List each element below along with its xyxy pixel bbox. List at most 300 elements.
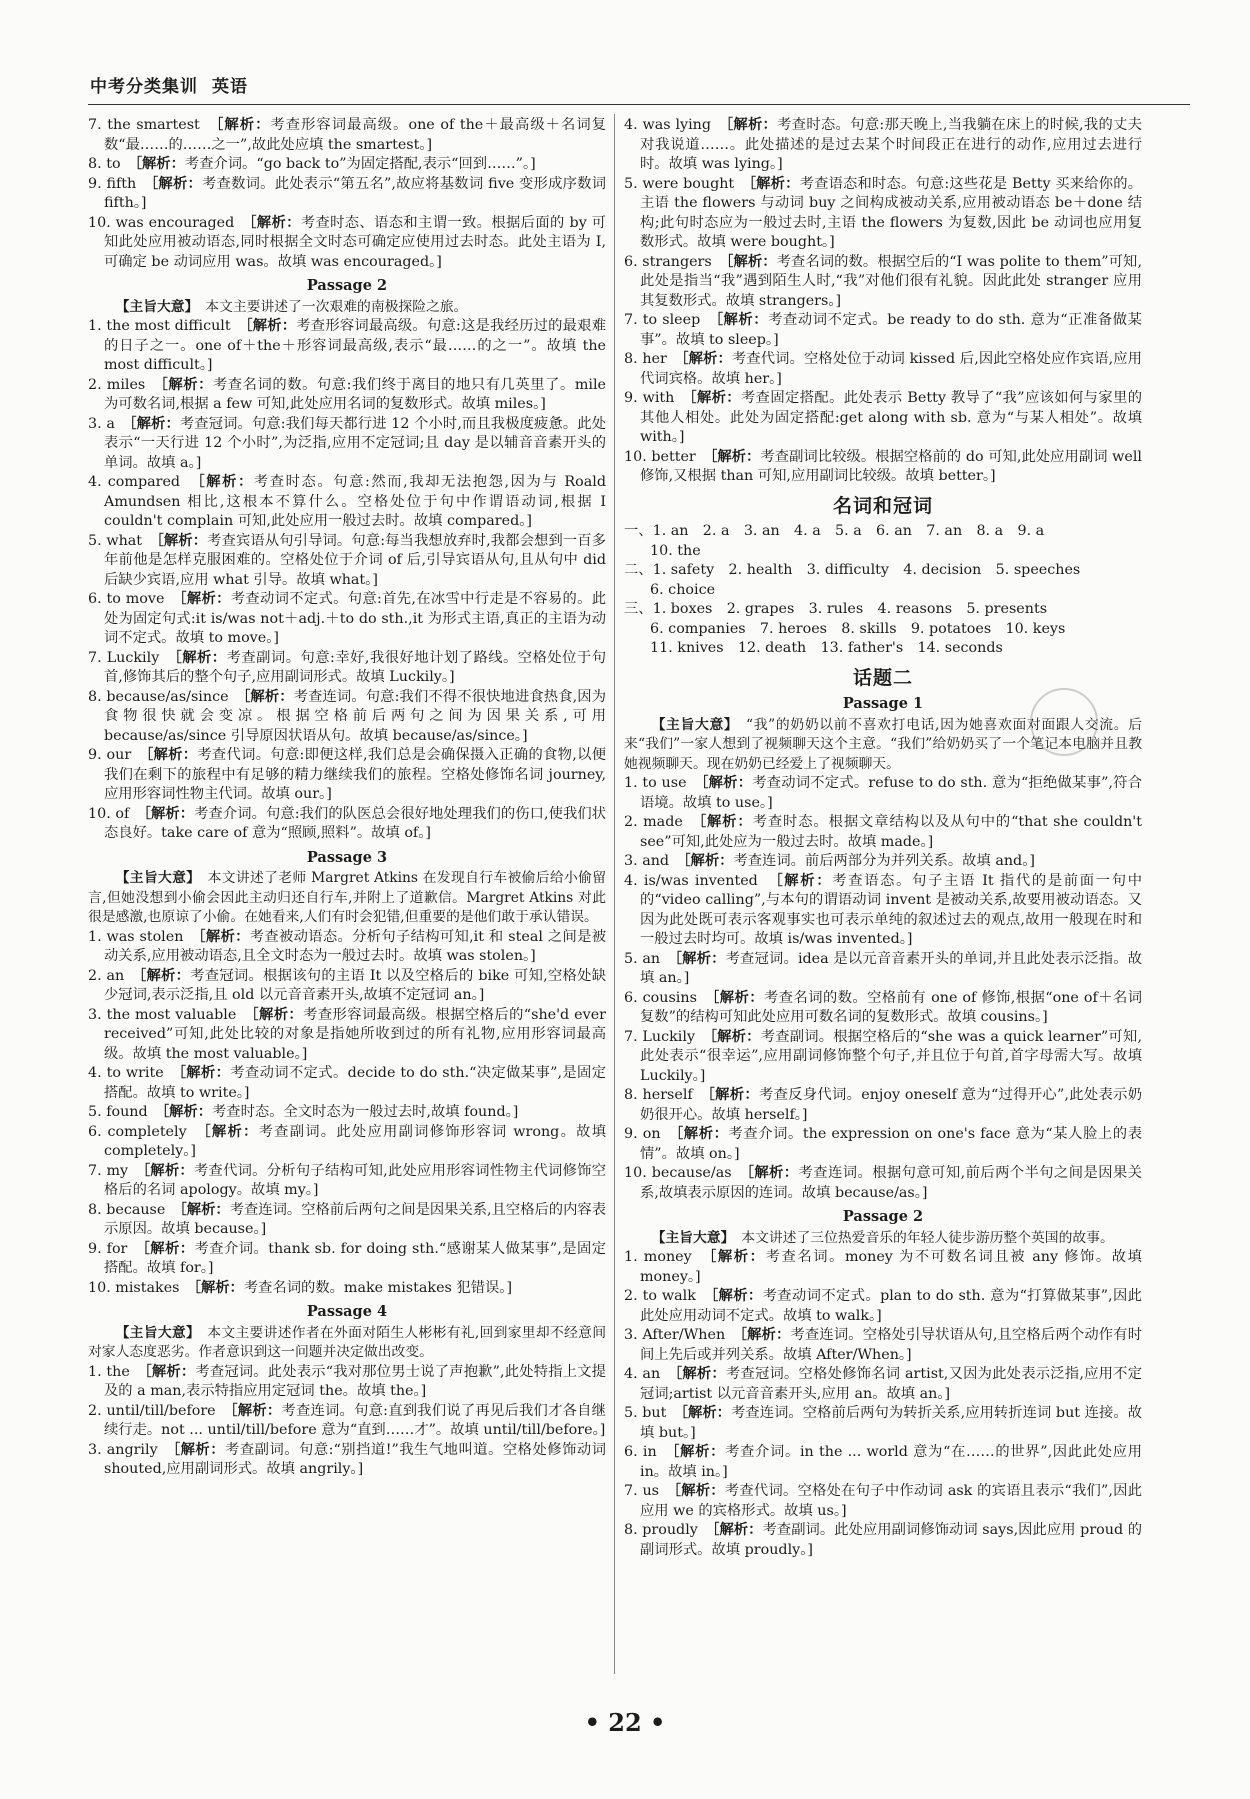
- answer-item: [88, 967, 606, 1006]
- vocab-line: 一、1. an 2. a 3. an 4. a 5. a 6. an 7. an 8. a 9. a: [624, 523, 1045, 539]
- jiexi-label: ［解析：: [698, 814, 753, 830]
- item-number: 2.: [88, 1402, 102, 1419]
- item-answer: us: [637, 1483, 674, 1499]
- passage-gist: [624, 1229, 1142, 1249]
- item-explanation: 考查形容词最高级。根据空格后的“she'd ever received”可知,此处比较的对象是指她所收到过的所有礼物,应用形容词最高级。故填 the most valuable。]: [104, 1006, 606, 1062]
- item-number: 1.: [624, 775, 638, 791]
- item-number: 9.: [88, 1240, 102, 1257]
- item-answer: to write: [101, 1065, 179, 1081]
- item-explanation: 考查介词。thank sb. for doing sth.“感谢某人做某事”,是固定搭配。故填 for。]: [104, 1240, 606, 1276]
- jiexi-label: ［解析：: [142, 1240, 195, 1257]
- item-answer: strangers: [637, 253, 727, 270]
- vocab-answers: [624, 561, 1142, 600]
- item-number: 6.: [624, 253, 638, 270]
- jiexi-label: ［解析：: [689, 390, 741, 406]
- item-number: 5.: [88, 1104, 102, 1120]
- answer-item: [88, 214, 606, 273]
- answer-item: [624, 389, 1142, 448]
- answer-item: [88, 1006, 606, 1065]
- item-explanation: 考查介词。the expression on one's face 意为“某人脸上的表情”。故填 on。]: [640, 1126, 1142, 1162]
- item-explanation: 考查冠词。此处表示“我对那位男士说了声抱歉”,此处特指上文提及的 a man,表示特指应用定冠词 the。故填 the。]: [104, 1363, 606, 1399]
- item-explanation: 考查名词。money 为不可数名词且被 any 修饰。故填 money。]: [640, 1249, 1142, 1285]
- answer-item: [624, 448, 1142, 487]
- item-answer: to use: [637, 775, 702, 791]
- item-explanation: 考查介词。“go back to”为固定搭配,表示“回到……”。]: [184, 156, 536, 172]
- jiexi-label: ［解析：: [709, 1028, 761, 1045]
- jiexi-label: ［解析：: [726, 253, 777, 270]
- header-rule: [88, 104, 1190, 105]
- item-number: 8.: [624, 351, 638, 367]
- vocab-line: 二、1. safety 2. health 3. difficulty 4. decision 5. speeches: [624, 562, 1081, 578]
- item-number: 3.: [88, 1006, 102, 1023]
- column-divider: [614, 114, 615, 1674]
- jiexi-label: ［解析：: [725, 117, 778, 133]
- jiexi-label: ［解析：: [143, 805, 195, 822]
- item-explanation: 考查连词。句意:我们不得不很快地进食热食,因为食物很快就会变凉。根据空格前后两句之间为因果关系,可用 because/as/since 引导原因状语从句。故填 because/as/since。]: [104, 688, 606, 744]
- item-explanation: 考查名词的数。句意:我们终于离目的地只有几英里了。mile 为可数名词,根据 a few 可知,此处应用名词的复数形式。故填 miles。]: [104, 376, 606, 412]
- gist-text: 本文主要讲述了一次艰难的南极探险之旅。: [191, 298, 468, 315]
- item-number: 6.: [624, 1444, 638, 1460]
- jiexi-label: ［解析：: [681, 351, 732, 367]
- item-answer: my: [101, 1162, 143, 1179]
- item-number: 10.: [88, 1279, 111, 1296]
- item-number: 3.: [624, 853, 638, 869]
- item-number: 9.: [624, 390, 638, 406]
- item-number: 7.: [88, 649, 102, 666]
- answer-item: [88, 590, 606, 649]
- item-explanation: 考查固定搭配。此处表示 Betty 教导了“我”应该如何与家里的其他人相处。此处为固定搭配:get along with sb. 意为“与某人相处”。故填 with。]: [640, 390, 1143, 445]
- item-number: 4.: [88, 1065, 102, 1081]
- item-explanation: 考查冠词。idea 是以元音音素开头的单词,并且此处表示泛指。故填 an。]: [640, 950, 1143, 986]
- item-answer: because/as: [646, 1165, 747, 1181]
- answer-item: [88, 1441, 606, 1480]
- item-number: 2.: [88, 967, 102, 984]
- item-answer: was stolen: [101, 928, 199, 945]
- item-number: 9.: [88, 175, 102, 192]
- passage-title: Passage 3: [306, 848, 388, 866]
- item-number: 1.: [624, 1249, 638, 1265]
- item-answer: an: [637, 950, 675, 967]
- item-explanation: 考查数词。此处表示“第五名”,故应将基数词 five 变形成序数词 fifth。]: [104, 175, 607, 211]
- answer-item: [624, 116, 1142, 175]
- page-number: • 22 •: [584, 1708, 666, 1737]
- item-answer: found: [101, 1104, 162, 1120]
- item-explanation: 考查语态。句子主语 It 指代的是前面一句中的“video calling”,与本句的谓语动词 invent 是被动关系,故要用被动语态。又因为此处既可表示客观事实也可表示单纯的叙述过去的观点,故用一般现在时和一般过去时均可。故填 is/was invented。]: [640, 872, 1142, 947]
- jiexi-label: ［解析：: [712, 989, 764, 1006]
- answer-item: [88, 116, 606, 155]
- item-explanation: 考查代词。分析句子结构可知,此处应用形容词性物主代词修饰空格后的名词 apology。故填 my。]: [104, 1162, 606, 1198]
- item-explanation: 考查反身代词。enjoy oneself 意为“过得开心”,此处表示奶奶很开心。故填 herself。]: [640, 1087, 1142, 1123]
- item-answer: were bought: [637, 175, 749, 192]
- item-number: 7.: [624, 1028, 638, 1045]
- left-column: [88, 116, 606, 1480]
- item-number: 4.: [624, 872, 638, 889]
- item-explanation: 考查连词。空格前后两句之间是因果关系,且空格后的内容表示原因。故填 because。]: [104, 1201, 606, 1237]
- answer-item: [624, 774, 1142, 813]
- item-answer: our: [101, 747, 147, 763]
- item-number: 4.: [624, 1366, 638, 1382]
- item-explanation: 考查名词的数。空格前有 one of 修饰,根据“one of＋名词复数”的结构可知此处应用可数名词的复数形式。故填 cousins。]: [640, 989, 1142, 1025]
- item-number: 1.: [88, 318, 102, 334]
- passage-title: Passage 4: [306, 1303, 388, 1320]
- item-number: 9.: [88, 747, 102, 763]
- item-explanation: 考查连词。前后两部分为并列关系。故填 and。]: [733, 853, 1035, 869]
- book-title: 中考分类集训: [90, 77, 198, 97]
- item-answer: and: [637, 853, 684, 869]
- item-answer: was lying: [637, 117, 726, 133]
- answer-item: [624, 950, 1142, 989]
- item-explanation: 考查时态、语态和主谓一致。根据后面的 by 可知此处应用被动语态,同时根据全文时态可确定应使用过去时态。此处主语为 I,可确定 be 动词应用 was。故填 was encouraged。]: [104, 214, 606, 270]
- gist-text: 本文讲述了三位热爱音乐的年轻人徒步游历整个英国的故事。: [727, 1229, 1114, 1246]
- item-number: 8.: [88, 688, 102, 705]
- item-explanation: 考查代词。空格处在句子中作动词 ask 的宾语且表示“我们”,因此应用 we 的宾格形式。故填 us。]: [640, 1483, 1143, 1519]
- item-answer: fifth: [101, 175, 152, 192]
- answer-item: [624, 1482, 1142, 1521]
- answer-item: [88, 473, 606, 532]
- item-answer: proudly: [637, 1522, 713, 1538]
- item-explanation: 考查动词不定式。be ready to do sth. 意为“正准备做某事”。故填 to sleep。]: [640, 312, 1142, 348]
- answer-item: [624, 175, 1142, 253]
- item-number: 2.: [624, 814, 638, 830]
- item-answer: Luckily: [637, 1028, 710, 1045]
- answer-item: [88, 649, 606, 688]
- item-answer: the: [101, 1363, 145, 1380]
- answer-item: [88, 1201, 606, 1240]
- item-explanation: 考查动词不定式。decide to do sth.“决定做某事”,是固定搭配。故填 to write。]: [104, 1065, 606, 1101]
- item-answer: cousins: [637, 989, 713, 1006]
- jiexi-label: ［解析：: [134, 156, 185, 172]
- vocab-line: 10. the: [650, 542, 701, 559]
- answer-item: [88, 1123, 606, 1162]
- item-explanation: 考查时态。根据文章结构以及从句中的“that she couldn't see”可知,此处应为一般过去时。故填 made。]: [640, 814, 1142, 850]
- jiexi-label: ［解析：: [230, 1402, 282, 1419]
- item-explanation: 考查连词。空格处引导状语从句,且空格后两个动作有时间上先后或并列关系。故填 After/When。]: [640, 1327, 1142, 1363]
- vocab-line: 6. choice: [650, 581, 716, 598]
- item-number: 9.: [624, 1126, 638, 1142]
- item-explanation: 考查代词。空格处位于动词 kissed 后,因此空格处应作宾语,应用代词宾格。故填 her。]: [640, 351, 1142, 387]
- jiexi-label: ［解析：: [174, 649, 227, 666]
- item-answer: because/as/since: [101, 688, 244, 705]
- answer-item: [624, 1086, 1142, 1125]
- item-answer: because: [101, 1201, 180, 1218]
- item-answer: but: [637, 1405, 681, 1421]
- item-number: 3.: [88, 415, 102, 432]
- item-answer: compared: [101, 474, 198, 490]
- passage-title: Passage 1: [842, 695, 924, 712]
- item-answer: on: [637, 1126, 677, 1142]
- jiexi-label: ［解析：: [710, 448, 761, 465]
- item-answer: an: [101, 967, 140, 984]
- jiexi-label: ［解析：: [197, 474, 254, 490]
- vocab-line: 三、1. boxes 2. grapes 3. rules 4. reasons 5. presents: [624, 601, 1048, 617]
- item-answer: is/was invented: [637, 872, 776, 889]
- item-explanation: 考查副词。此处应用副词修饰动词 says,因此应用 proud 的副词形式。故填 proudly。]: [640, 1522, 1143, 1558]
- section-title: 名词和冠词: [832, 494, 933, 517]
- jiexi-label: ［解析：: [203, 1123, 259, 1140]
- jiexi-label: ［解析：: [151, 175, 203, 192]
- answer-item: [88, 746, 606, 805]
- item-number: 6.: [624, 989, 638, 1006]
- jiexi-label: ［解析：: [178, 1065, 231, 1081]
- item-number: 10.: [624, 1165, 647, 1181]
- jiexi-label: ［解析：: [680, 1405, 732, 1421]
- passage-title: Passage 2: [842, 1208, 924, 1225]
- answer-item: [624, 253, 1142, 312]
- answer-item: [624, 872, 1142, 950]
- vocab-line: 11. knives 12. death 13. father's 14. seconds: [650, 640, 1003, 656]
- jiexi-label: ［解析：: [243, 688, 294, 705]
- item-number: 3.: [624, 1327, 638, 1343]
- item-number: 2.: [624, 1288, 638, 1304]
- answer-item: [88, 1279, 606, 1299]
- item-answer: until/till/before: [101, 1402, 231, 1419]
- item-number: 10.: [624, 448, 647, 465]
- item-number: 8.: [624, 1087, 638, 1103]
- item-number: 6.: [88, 1123, 102, 1140]
- answer-item: [624, 1404, 1142, 1443]
- answer-item: [88, 415, 606, 474]
- jiexi-label: ［解析：: [683, 853, 734, 869]
- answer-item: [624, 1125, 1142, 1164]
- jiexi-label: ［解析：: [739, 1327, 791, 1343]
- jiexi-label: ［解析：: [673, 1483, 725, 1499]
- item-explanation: 考查冠词。句意:我们每天都行进 12 个小时,而且我极度疲惫。此处表示“一天行进 12 个小时”,为泛指,应用不定冠词;且 day 是以辅音音素开头的单词。故填 a。]: [104, 415, 606, 471]
- jiexi-label: ［解析：: [161, 1104, 213, 1120]
- item-number: 8.: [88, 156, 102, 172]
- item-answer: an: [637, 1366, 675, 1382]
- answer-item: [88, 155, 606, 175]
- item-number: 2.: [88, 376, 102, 393]
- gist-label: 【主旨大意】: [115, 870, 194, 886]
- answer-item: [624, 1443, 1142, 1482]
- answer-item: [624, 1248, 1142, 1287]
- item-number: 8.: [624, 1522, 638, 1538]
- item-explanation: 考查副词比较级。根据空格前的 do 可知,此处应用副词 well 修饰,又根据 than 可知,应用副词比较级。故填 better。]: [640, 448, 1142, 484]
- jiexi-label: ［解析：: [198, 928, 250, 945]
- gist-label: 【主旨大意】: [651, 1229, 728, 1246]
- item-answer: money: [637, 1249, 710, 1265]
- answer-item: [88, 928, 606, 967]
- vocab-line: 6. companies 7. heroes 8. skills 9. potatoes 10. keys: [650, 620, 1066, 637]
- item-explanation: 考查冠词。空格处修饰名词 artist,又因为此处表示泛指,应用不定冠词;artist 以元音音素开头,应用 an。故填 an。]: [640, 1366, 1142, 1402]
- item-answer: herself: [637, 1087, 708, 1103]
- item-explanation: 考查名词的数。make mistakes 犯错误。]: [243, 1279, 513, 1296]
- item-answer: miles: [101, 376, 161, 393]
- jiexi-label: ［解析：: [709, 1249, 766, 1265]
- item-answer: mistakes: [110, 1279, 194, 1296]
- item-number: 7.: [88, 117, 102, 133]
- item-explanation: 考查时态。句意:然而,我却无法抱怨,因为与 Roald Amundsen 相比,这根本不算什么。空格处位于句中作谓语动词,根据 I couldn't complain 可知,此处应用一般过去时。故填 compared。]: [104, 474, 606, 529]
- answer-item: [88, 317, 606, 376]
- item-answer: was encouraged: [110, 214, 250, 231]
- item-number: 3.: [88, 1441, 102, 1458]
- item-explanation: 考查连词。空格前后两句为转折关系,应用转折连词 but 连接。故填 but。]: [640, 1405, 1142, 1441]
- answer-item: [88, 805, 606, 844]
- jiexi-label: ［解析：: [674, 1366, 726, 1382]
- jiexi-label: ［解析：: [179, 1201, 230, 1218]
- item-number: 4.: [88, 474, 102, 490]
- item-explanation: 考查形容词最高级。one of the＋最高级＋名词复数“最……的……之一”,故此处应填 the smartest。]: [104, 117, 606, 153]
- passage-title: Passage 2: [306, 277, 388, 294]
- answer-item: [624, 852, 1142, 872]
- item-answer: for: [101, 1240, 143, 1257]
- answer-item: [624, 1164, 1142, 1203]
- item-explanation: 考查冠词。根据该句的主语 It 以及空格后的 bike 可知,空格处缺少冠词,表示泛指,且 old 以元音音素开头,故填不定冠词 an。]: [104, 967, 606, 1003]
- item-answer: to: [101, 156, 135, 172]
- jiexi-label: ［解析：: [676, 1126, 729, 1142]
- item-explanation: 考查时态。句意:那天晚上,当我躺在床上的时候,我的丈夫对我说道……。此处描述的是过去某个时间段正在进行的动作,应用过去进行时。故填 was lying。]: [640, 117, 1142, 172]
- item-explanation: 考查语态和时态。句意:这些花是 Betty 买来给你的。主语 the flowers 与动词 buy 之间构成被动关系,应用被动语态 be＋done 结构;此句时态应为一般过去时,主语 the flowers 为复数,因此 be 动词也应用复数形式。故填 were bought。]: [640, 175, 1142, 250]
- answer-item: [624, 1521, 1142, 1560]
- gist-label: 【主旨大意】: [115, 298, 192, 315]
- jiexi-label: ［解析：: [245, 318, 297, 334]
- item-answer: better: [646, 448, 711, 465]
- item-answer: what: [101, 532, 157, 549]
- jiexi-label: ［解析：: [179, 591, 231, 607]
- gist-text: 本文讲述了老师 Margret Atkins 在发现自行车被偷后给小偷留言,但她没想到小偷会因此主动归还自行车,并附上了道歉信。Margret Atkins 对此很是感激,也原谅了小偷。在她看来,人们有时会犯错,但重要的是他们敢于承认错误。: [88, 870, 606, 925]
- item-answer: with: [637, 390, 690, 406]
- item-explanation: 考查时态。全文时态为一般过去时,故填 found。]: [212, 1104, 519, 1120]
- answer-item: [624, 1326, 1142, 1365]
- answer-item: [624, 989, 1142, 1028]
- item-answer: Luckily: [101, 649, 175, 666]
- answer-item: [88, 175, 606, 214]
- answer-item: [624, 350, 1142, 389]
- subject-label: 英语: [212, 77, 248, 97]
- item-number: 10.: [88, 805, 111, 822]
- jiexi-label: ［解析：: [674, 950, 726, 967]
- jiexi-label: ［解析：: [146, 747, 198, 763]
- item-number: 8.: [88, 1201, 102, 1218]
- item-number: 10.: [88, 214, 111, 231]
- jiexi-label: ［解析：: [710, 1288, 763, 1304]
- answer-item: [624, 1287, 1142, 1326]
- vocab-answers: [624, 600, 1142, 659]
- jiexi-label: ［解析：: [707, 1087, 759, 1103]
- jiexi-label: ［解析：: [712, 1522, 763, 1538]
- jiexi-label: ［解析：: [172, 1441, 226, 1458]
- jiexi-label: ［解析：: [142, 1162, 194, 1179]
- gist-label: 【主旨大意】: [651, 716, 732, 733]
- item-answer: the most valuable: [101, 1006, 252, 1023]
- watermark-stamp-icon: [1030, 688, 1098, 756]
- item-explanation: 考查被动语态。分析句子结构可知,it 和 steal 之间是被动关系,应用被动语态,且全文时态为一般过去时。故填 was stolen。]: [104, 928, 606, 964]
- jiexi-label: ［解析：: [144, 1363, 196, 1380]
- item-number: 5.: [624, 950, 638, 967]
- answer-item: [624, 1028, 1142, 1087]
- item-number: 5.: [88, 532, 102, 549]
- item-answer: to walk: [637, 1288, 711, 1304]
- jiexi-label: ［解析：: [156, 532, 208, 549]
- answer-item: [88, 1363, 606, 1402]
- item-number: 1.: [88, 1363, 102, 1380]
- item-explanation: 考查介词。句意:我们的队医总会很好地处理我们的伤口,使我们状态良好。take care of 意为“照顾,照料”。故填 of。]: [104, 805, 607, 841]
- jiexi-label: ［解析：: [129, 415, 180, 432]
- jiexi-label: ［解析：: [701, 775, 753, 791]
- item-explanation: 考查介词。in the ... world 意为“在……的世界”,因此此处应用 in。故填 in。]: [640, 1444, 1142, 1480]
- section-title: 话题二: [852, 666, 913, 689]
- item-explanation: 考查宾语从句引导词。句意:每当我想放弃时,我都会想到一百多年前他是怎样克服困难的。空格处位于介词 of 后,引导宾语从句,且从句中 did 后缺少宾语,应用 what 引导。故填 what。]: [104, 532, 607, 588]
- jiexi-label: ［解析：: [139, 967, 191, 984]
- answer-item: [88, 532, 606, 591]
- running-header: [90, 72, 248, 97]
- item-answer: made: [637, 814, 699, 830]
- answer-item: [88, 688, 606, 747]
- answer-item: [88, 1402, 606, 1441]
- answer-item: [88, 1064, 606, 1103]
- item-number: 6.: [88, 591, 102, 607]
- item-number: 7.: [624, 1483, 638, 1499]
- right-column: [624, 116, 1142, 1560]
- item-number: 5.: [624, 1405, 638, 1421]
- item-answer: a: [101, 415, 130, 432]
- gist-text: “我”的奶奶以前不喜欢打电话,因为她喜欢面对面跟人交流。后来“我们”一家人想到了视频聊天这个主意。“我们”给奶奶买了一个笔记本电脑并且教她视频聊天。现在奶奶已经爱上了视频聊天。: [624, 716, 1142, 772]
- item-answer: to sleep: [637, 312, 716, 328]
- item-explanation: 考查动词不定式。句意:首先,在冰雪中行走是不容易的。此处为固定句式:it is/was not＋adj.＋to do sth.,it 为形式主语,真正的主语为动词不定式。故填 to move。]: [104, 591, 606, 646]
- item-answer: the smartest: [101, 117, 217, 133]
- item-number: 7.: [88, 1162, 102, 1179]
- jiexi-label: ［解析：: [672, 1444, 726, 1460]
- item-explanation: 考查连词。根据句意可知,前后两个半句之间是因果关系,故填表示原因的连词。故填 because/as。]: [640, 1165, 1142, 1201]
- jiexi-label: ［解析：: [249, 214, 301, 231]
- item-answer: After/When: [637, 1327, 740, 1343]
- item-explanation: 考查副词。句意:“别挡道!”我生气地叫道。空格处修饰动词 shouted,应用副词形式。故填 angrily。]: [104, 1441, 606, 1477]
- answer-item: [624, 813, 1142, 852]
- gist-text: 本文主要讲述作者在外面对陌生人彬彬有礼,回到家里却不经意间对家人态度恶劣。作者意识到这一问题并决定做出改变。: [88, 1324, 606, 1360]
- item-explanation: 考查动词不定式。plan to do sth. 意为“打算做某事”,因此此处应用动词不定式。故填 to walk。]: [640, 1288, 1142, 1324]
- jiexi-label: ［解析：: [193, 1279, 244, 1296]
- answer-item: [624, 311, 1142, 350]
- item-explanation: 考查代词。句意:即便这样,我们总是会确保摄入正确的食物,以便我们在剩下的旅程中有足够的精力继续我们的旅程。空格处修饰名词 journey,应用形容词性物主代词。故填 our。]: [104, 747, 606, 802]
- item-explanation: 考查副词。句意:幸好,我很好地计划了路线。空格处位于句首,修饰其后的整个句子,应用副词形式。故填 Luckily。]: [104, 649, 607, 685]
- answer-item: [88, 1240, 606, 1279]
- answer-item: [88, 1103, 606, 1123]
- jiexi-label: ［解析：: [746, 1165, 799, 1181]
- item-number: 4.: [624, 117, 638, 133]
- item-explanation: 考查形容词最高级。句意:这是我经历过的最艰难的日子之一。one of＋the＋形容词最高级,表示“最……的之一”。故填 the most difficult。]: [104, 318, 606, 373]
- jiexi-label: ［解析：: [216, 117, 271, 133]
- item-answer: her: [637, 351, 682, 367]
- item-answer: in: [637, 1444, 673, 1460]
- answer-item: [88, 1162, 606, 1201]
- item-explanation: 考查连词。句意:直到我们说了再见后我们才各自继续行走。not ... until/till/before 意为“直到……才”。故填 until/till/before。]: [104, 1402, 606, 1438]
- jiexi-label: ［解析：: [775, 872, 833, 889]
- item-explanation: 考查名词的数。根据空后的“I was polite to them”可知,此处是指当“我”遇到陌生人时,“我”对他们很有礼貌。因此此处 stranger 应用其复数形式。故填 strangers。]: [640, 253, 1142, 309]
- item-number: 5.: [624, 175, 638, 192]
- item-number: 1.: [88, 928, 102, 945]
- jiexi-label: ［解析：: [715, 312, 769, 328]
- gist-label: 【主旨大意】: [115, 1324, 194, 1341]
- jiexi-label: ［解析：: [748, 175, 800, 192]
- item-answer: angrily: [101, 1441, 173, 1458]
- item-answer: the most difficult: [101, 318, 246, 334]
- passage-gist: [88, 1324, 606, 1363]
- answer-item: [624, 1365, 1142, 1404]
- item-explanation: 考查动词不定式。refuse to do sth. 意为“拒绝做某事”,符合语境。故填 to use。]: [640, 775, 1142, 811]
- item-answer: completely: [101, 1123, 204, 1140]
- item-explanation: 考查副词。此处应用副词修饰形容词 wrong。故填 completely。]: [104, 1123, 606, 1159]
- item-answer: of: [110, 805, 144, 822]
- item-explanation: 考查副词。根据空格后的“she was a quick learner”可知,此处表示“很幸运”,应用副词修饰整个句子,并且位于句首,首字母需大写。故填 Luckily。]: [640, 1028, 1143, 1084]
- jiexi-label: ［解析：: [160, 376, 213, 393]
- item-answer: to move: [101, 591, 180, 607]
- answer-item: [88, 376, 606, 415]
- passage-gist: [88, 298, 606, 318]
- jiexi-label: ［解析：: [251, 1006, 304, 1023]
- passage-gist: [88, 869, 606, 928]
- item-number: 7.: [624, 312, 638, 328]
- vocab-answers: [624, 522, 1142, 561]
